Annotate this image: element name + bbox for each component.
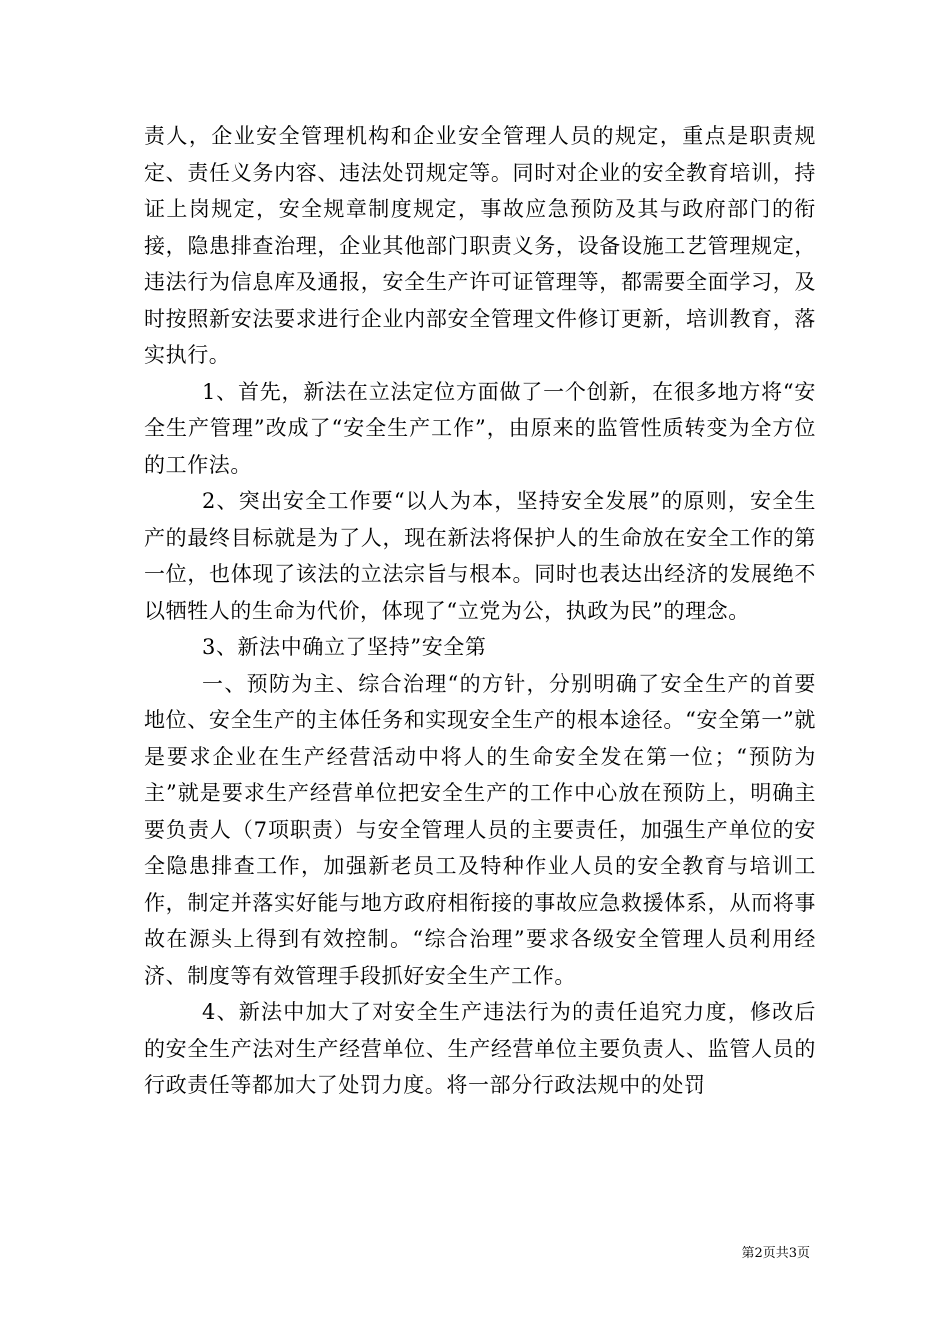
- document-body: [144, 118, 816, 1104]
- paragraph-point-2: 2、突出安全工作要“以人为本，坚持安全发展”的原则，安全生产的最终目标就是为了人，现在新法将保护人的生命放在安全工作的第一位，也体现了该法的立法宗旨与根本。同时也表达出经济的发展绝不以牺牲人的生命为代价，体现了“立党为公，执政为民”的理念。: [144, 489, 816, 623]
- paragraph-point-1: 1、首先，新法在立法定位方面做了一个创新，在很多地方将“安全生产管理”改成了“安全生产工作”，由原来的监管性质转变为全方位的工作法。: [144, 379, 816, 477]
- page-number: 第2页共3页: [741, 1246, 810, 1261]
- paragraph-point-3-continued: 一、预防为主、综合治理“的方针，分别明确了安全生产的首要地位、安全生产的主体任务和实现安全生产的根本途径。“安全第一”就是要求企业在生产经营活动中将人的生命安全发在第一位；“预防为主”就是要求生产经营单位把安全生产的工作中心放在预防上，明确主要负责人（7项职责）与安全管理人员的主要责任，加强生产单位的安全隐患排查工作，加强新老员工及特种作业人员的安全教育与培训工作，制定并落实好能与地方政府相衔接的事故应急救援体系，从而将事故在源头上得到有效控制。“综合治理”要求各级安全管理人员利用经济、制度等有效管理手段抓好安全生产工作。: [144, 671, 816, 988]
- paragraph-continued: 责人，企业安全管理机构和企业安全管理人员的规定，重点是职责规定、责任义务内容、违法处罚规定等。同时对企业的安全教育培训，持证上岗规定，安全规章制度规定，事故应急预防及其与政府部门的衔接，隐患排查治理，企业其他部门职责义务，设备设施工艺管理规定，违法行为信息库及通报，安全生产许可证管理等，都需要全面学习，及时按照新安法要求进行企业内部安全管理文件修订更新，培训教育，落实执行。: [144, 124, 816, 367]
- paragraph-point-4: 4、新法中加大了对安全生产违法行为的责任追究力度，修改后的安全生产法对生产经营单位、生产经营单位主要负责人、监管人员的行政责任等都加大了处罚力度。将一部分行政法规中的处罚: [144, 1000, 816, 1097]
- paragraph-point-3: 3、新法中确立了坚持”安全第: [202, 635, 487, 659]
